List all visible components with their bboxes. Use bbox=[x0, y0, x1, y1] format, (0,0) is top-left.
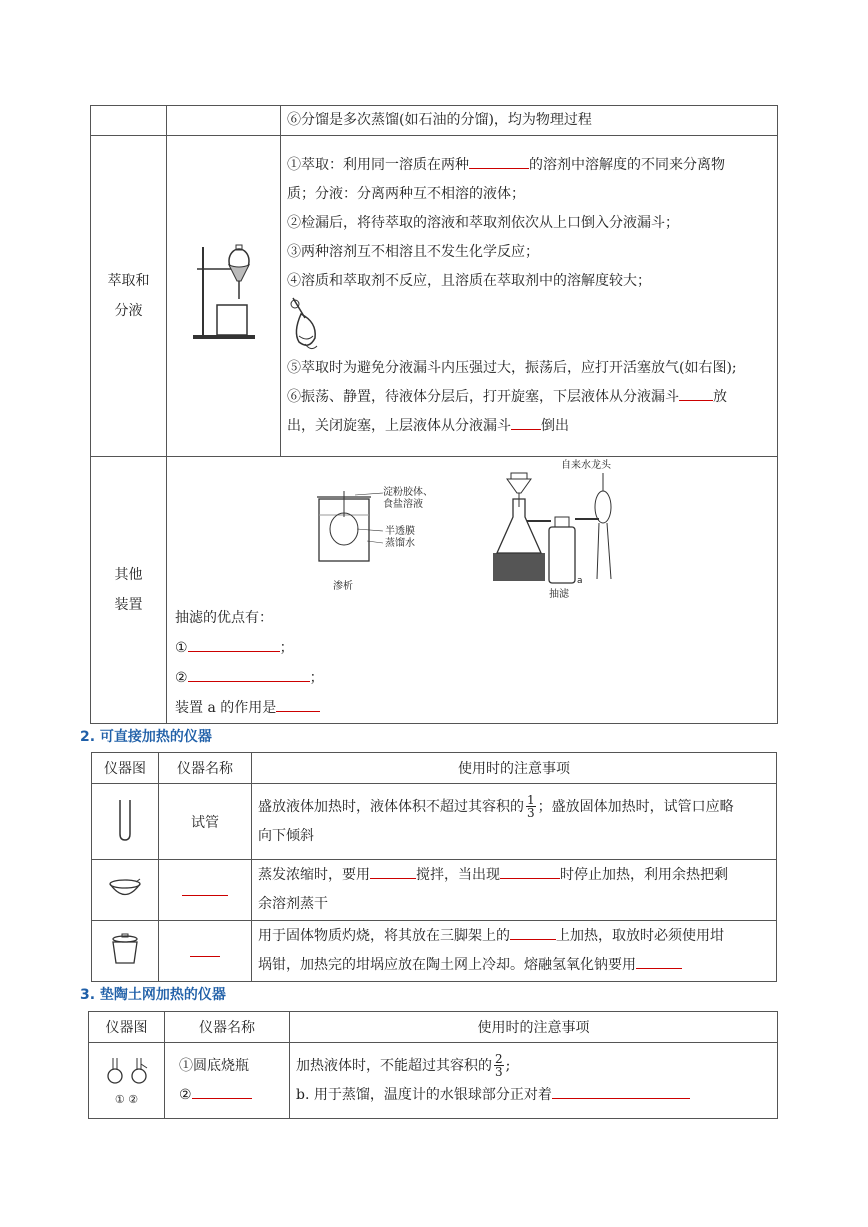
other-devices-name-cell bbox=[91, 457, 167, 724]
header-notes: 使用时的注意事项 bbox=[252, 753, 777, 784]
header-notes: 使用时的注意事项 bbox=[290, 1012, 778, 1043]
separation-methods-table bbox=[90, 105, 778, 724]
shaking-funnel-illustration-wrap bbox=[281, 296, 777, 354]
suction-filtration-illustration bbox=[489, 459, 639, 601]
extraction-line6: ⑤萃取时为避免分液漏斗内压强过大，振荡后，应打开活塞放气(如右图); bbox=[287, 360, 737, 376]
test-tube-image-cell bbox=[92, 784, 159, 860]
test-tube-icon bbox=[118, 798, 132, 842]
flask-names-cell bbox=[165, 1043, 290, 1119]
evaporating-dish-notes: 蒸发浓缩时，要用 搅拌，当出现 时停止加热，利用余热把剩 余溶剂蒸干 bbox=[252, 860, 777, 921]
advantage-2: ② ； bbox=[175, 663, 777, 693]
separatory-funnel-image-cell bbox=[167, 136, 281, 457]
flask-name-2: ② bbox=[165, 1081, 289, 1110]
extraction-line1: ①萃取：利用同一溶质在两种 的溶剂中溶解度的不同来分离物 bbox=[281, 151, 777, 180]
flask-name-blank[interactable] bbox=[192, 1084, 252, 1099]
flask-name-1: ①圆底烧瓶 bbox=[179, 1057, 249, 1074]
gauze-heating-table bbox=[88, 1011, 778, 1119]
dialysis-label-2: 食盐溶液 bbox=[383, 499, 423, 510]
header-image: 仪器图 bbox=[89, 1012, 165, 1043]
extraction-line5: ④溶质和萃取剂不反应，且溶质在萃取剂中的溶解度较大； bbox=[287, 273, 651, 289]
extraction-blank-2[interactable] bbox=[679, 386, 713, 401]
evap-blank-1[interactable] bbox=[370, 864, 416, 879]
extraction-line2: 质；分液：分离两种互不相溶的液体； bbox=[287, 186, 525, 202]
fractional-distillation-text: ⑥分馏是多次蒸馏(如石油的分馏)，均为物理过程 bbox=[287, 112, 592, 128]
evaporating-dish-name-cell bbox=[159, 860, 252, 921]
filter-caption: 抽滤 bbox=[549, 589, 569, 600]
evaporating-dish-icon bbox=[108, 877, 142, 899]
shaking-funnel-illustration bbox=[287, 296, 327, 354]
other-devices-name-line2: 装置 bbox=[114, 597, 143, 613]
dialysis-illustration bbox=[307, 485, 437, 597]
extraction-blank-3[interactable] bbox=[511, 415, 541, 430]
fractional-distillation-cell bbox=[281, 106, 778, 136]
device-a-blank[interactable] bbox=[276, 697, 320, 712]
flasks-icon bbox=[102, 1056, 152, 1090]
crucible-notes: 用于固体物质灼烧，将其放在三脚架上的 上加热，取放时必须使用坩 埚钳，加热完的坩埚应放在陶土网上冷却。熔融氢氧化钠要用 bbox=[252, 921, 777, 982]
extraction-line4: ③两种溶剂互不相溶且不发生化学反应； bbox=[287, 244, 539, 260]
crucible-name-blank[interactable] bbox=[190, 942, 220, 957]
filter-label-a: a bbox=[577, 576, 583, 586]
extraction-blank-1[interactable] bbox=[469, 154, 529, 169]
other-devices-content-cell bbox=[167, 457, 778, 724]
dialysis-label-1: 淀粉胶体、 bbox=[383, 487, 433, 498]
crucible-blank-1[interactable] bbox=[510, 925, 556, 940]
advantage-blank-1[interactable] bbox=[188, 637, 280, 652]
device-a-role: 装置 a 的作用是 bbox=[175, 693, 777, 723]
evap-blank-2[interactable] bbox=[500, 864, 560, 879]
extraction-line3: ②检漏后，将待萃取的溶液和萃取剂依次从上口倒入分液漏斗； bbox=[287, 215, 679, 231]
evaporating-dish-image-cell bbox=[92, 860, 159, 921]
empty-cell bbox=[167, 106, 281, 136]
crucible-image-cell bbox=[92, 921, 159, 982]
flask-image-labels: ① ② bbox=[114, 1092, 139, 1106]
extraction-line7: ⑥振荡、静置，待液体分层后，打开旋塞，下层液体从分液漏斗 放 bbox=[281, 383, 777, 412]
direct-heating-table bbox=[91, 752, 777, 982]
flask-image-cell bbox=[89, 1043, 165, 1119]
other-devices-illustrations bbox=[167, 457, 777, 603]
extraction-notes-cell bbox=[281, 136, 778, 457]
fraction-two-thirds: $\frac{2}{3}$ bbox=[495, 1052, 503, 1079]
extraction-name-line1: 萃取和 bbox=[107, 273, 150, 289]
extraction-name-line2: 分液 bbox=[114, 303, 143, 319]
section-3-title: 3. 垫陶土网加热的仪器 bbox=[80, 987, 226, 1003]
advantage-1: ① ； bbox=[175, 633, 777, 663]
other-devices-name-line1: 其他 bbox=[114, 567, 143, 583]
filter-label-tap: 自来水龙头 bbox=[561, 460, 611, 471]
header-name: 仪器名称 bbox=[165, 1012, 290, 1043]
evaporating-dish-name-blank[interactable] bbox=[182, 881, 228, 896]
section-2-title: 2. 可直接加热的仪器 bbox=[80, 729, 212, 745]
dialysis-label-3: 半透膜 bbox=[385, 526, 415, 537]
separatory-funnel-stand-illustration bbox=[189, 239, 259, 349]
dialysis-label-4: 蒸馏水 bbox=[385, 538, 415, 549]
extraction-name-cell bbox=[91, 136, 167, 457]
empty-cell bbox=[91, 106, 167, 136]
dialysis-caption: 渗析 bbox=[333, 581, 353, 592]
crucible-icon bbox=[110, 933, 140, 965]
test-tube-name: 试管 bbox=[159, 784, 252, 860]
test-tube-notes: 盛放液体加热时，液体体积不超过其容积的 $\frac{1}{3}$ ；盛放固体加热时，试管口应略 向下倾斜 bbox=[252, 784, 777, 860]
crucible-name-cell bbox=[159, 921, 252, 982]
advantages-title: 抽滤的优点有： bbox=[175, 610, 273, 626]
crucible-blank-2[interactable] bbox=[636, 954, 682, 969]
advantage-blank-2[interactable] bbox=[188, 667, 310, 682]
header-name: 仪器名称 bbox=[159, 753, 252, 784]
distill-blank[interactable] bbox=[552, 1084, 690, 1099]
header-image: 仪器图 bbox=[92, 753, 159, 784]
fraction-one-third: $\frac{1}{3}$ bbox=[527, 793, 535, 820]
extraction-line8: 出，关闭旋塞，上层液体从分液漏斗 倒出 bbox=[281, 412, 777, 441]
flask-notes: 加热液体时，不能超过其容积的 $\frac{2}{3}$ ; b. 用于蒸馏，温度计的水银球部分正对着 bbox=[290, 1043, 778, 1119]
